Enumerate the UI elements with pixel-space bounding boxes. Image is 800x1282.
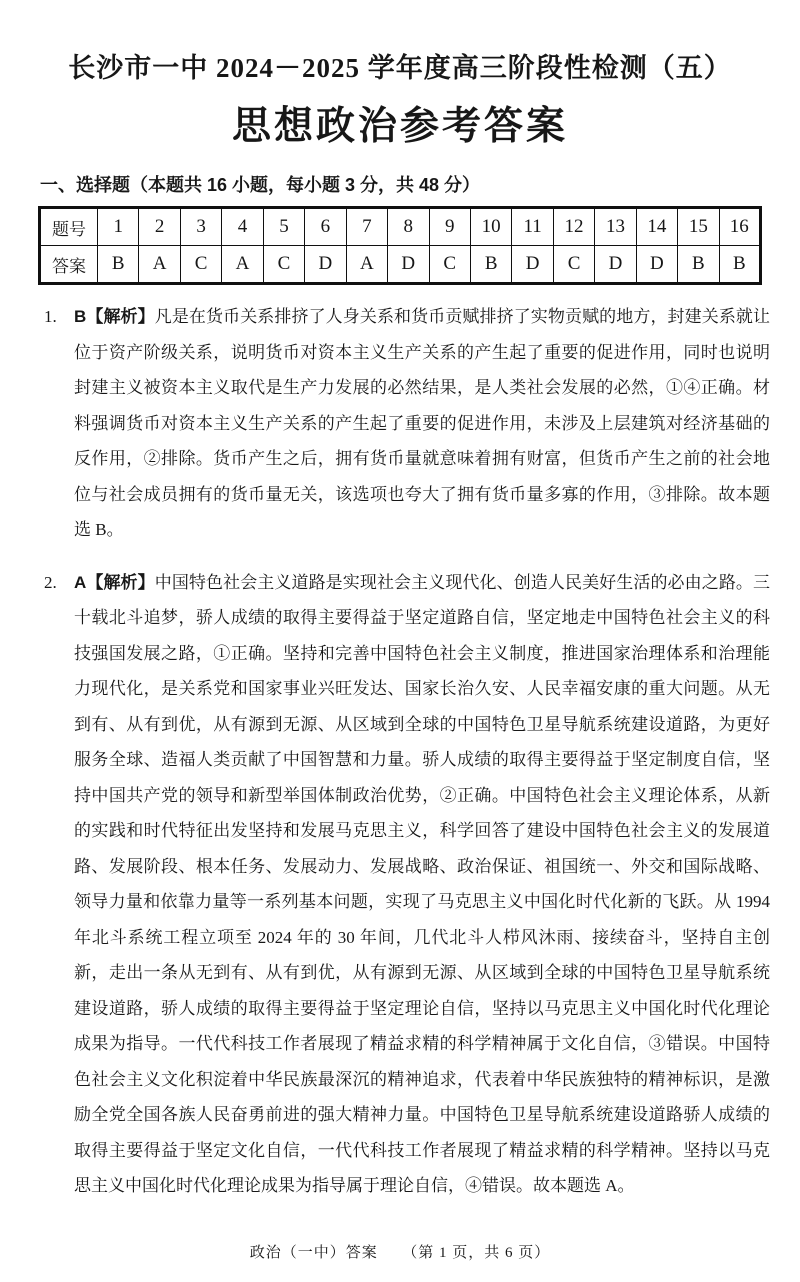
explanation-item-1 <box>44 299 771 548</box>
answer-cell: D <box>512 246 553 284</box>
question-number-cell: 10 <box>470 208 511 246</box>
question-number: 1. <box>44 307 57 326</box>
answer-cell: A <box>139 246 180 284</box>
question-number-cell: 9 <box>429 208 470 246</box>
page-subtitle: 思想政治参考答案 <box>231 105 568 148</box>
question-number-cell: 15 <box>678 208 719 246</box>
explanation-text: 中国特色社会主义道路是实现社会主义现代化、创造人民美好生活的必由之路。三十载北斗追梦，骄人成绩的取得主要得益于坚定道路自信，坚定地走中国特色社会主义的科技强国发展之路，①正确。坚持和完善中国特色社会主义制度，推进国家治理体系和治理能力现代化，是关系党和国家事业兴旺发达、国家长治久安、人民幸福安康的重大问题。从无到有、从有到优，从有源到无源、从区域到全球的中国特色卫星导航系统建设道路，为更好服务全球、造福人类贡献了中国智慧和力量。骄人成绩的取得主要得益于坚定制度自信，坚持中国共产党的领导和新型举国体制政治优势，②正确。中国特色社会主义理论体系，从新的实践和时代特征出发坚持和发展马克思主义，科学回答了建设中国特色社会主义的发展道路、发展阶段、根本任务、发展动力、发展战略、政治保证、祖国统一、外交和国际战略、领导力量和依靠力量等一系列基本问题，实现了马克思主义中国化时代化新的飞跃。从 1994 年北斗系统工程立项至 2024 年的 30 年间，几代北斗人栉风沐雨、接续奋斗，坚持自主创新，走出一条从无到有、从有到优，从有源到无源、从区域到全球的中国特色卫星导航系统建设道路，骄人成绩的取得主要得益于坚定理论自信，坚持以马克思主义中国化时代化理论成果为指导。一代代科技工作者展现了精益求精的科学精神属于文化自信，③错误。中国特色社会主义文化积淀着中华民族最深沉的精神追求，代表着中华民族独特的精神标识，是激励全党全国各族人民奋勇前进的强大精神力量。中国特色卫星导航系统建设道路骄人成绩的取得主要得益于坚定文化自信，一代代科技工作者展现了精益求精的科学精神。坚持以马克思主义中国化时代化理论成果为指导属于理论自信，④错误。故本题选 A。 <box>74 572 771 1195</box>
explanations-list <box>44 299 771 1204</box>
answer-cell: D <box>636 246 677 284</box>
answer-cell: A <box>346 246 387 284</box>
question-number-cell: 4 <box>222 208 263 246</box>
answer-cell: B <box>98 246 139 284</box>
explanation-text: 凡是在货币关系排挤了人身关系和货币贡赋排挤了实物贡赋的地方，封建关系就让位于资产阶级关系，说明货币对资本主义生产关系的产生起了重要的促进作用，同时也说明封建主义被资本主义取代是生产力发展的必然结果，是人类社会发展的必然，①④正确。材料强调货币对资本主义生产关系的产生起了重要的促进作用，未涉及上层建筑对经济基础的反作用，②排除。货币产生之后，拥有货币量就意味着拥有财富，但货币产生之前的社会地位与社会成员拥有的货币量无关，该选项也夸大了拥有货币量多寡的作用，③排除。故本题选 B。 <box>74 307 771 539</box>
answer-cell: D <box>388 246 429 284</box>
row-header-question-number: 题号 <box>40 208 98 246</box>
question-number-cell: 11 <box>512 208 553 246</box>
answer-cell: B <box>719 246 760 284</box>
answer-cell: B <box>470 246 511 284</box>
answer-cell: C <box>429 246 470 284</box>
section-heading: 一、选择题（本题共 16 小题，每小题 3 分，共 48 分） <box>40 175 481 195</box>
row-header-answer: 答案 <box>40 246 98 284</box>
answer-and-analysis-label: A【解析】 <box>74 572 155 592</box>
question-number-cell: 7 <box>346 208 387 246</box>
answer-table <box>38 206 762 285</box>
page-title: 长沙市一中 2024－2025 学年度高三阶段性检测（五） <box>68 53 732 83</box>
question-number-cell: 14 <box>636 208 677 246</box>
question-number-cell: 12 <box>553 208 594 246</box>
answer-cell: C <box>263 246 304 284</box>
question-number-cell: 13 <box>595 208 636 246</box>
answer-and-analysis-label: B【解析】 <box>74 307 155 326</box>
question-number-cell: 2 <box>139 208 180 246</box>
answer-row <box>40 246 761 284</box>
answer-cell: C <box>553 246 594 284</box>
answer-cell: C <box>180 246 221 284</box>
answer-cell: B <box>678 246 719 284</box>
answer-cell: D <box>595 246 636 284</box>
question-number-cell: 8 <box>388 208 429 246</box>
explanation-item-2 <box>44 565 771 1204</box>
question-number-cell: 1 <box>98 208 139 246</box>
question-number-cell: 3 <box>180 208 221 246</box>
answer-cell: D <box>305 246 346 284</box>
question-number-cell: 16 <box>719 208 760 246</box>
question-number-cell: 6 <box>305 208 346 246</box>
question-number-cell: 5 <box>263 208 304 246</box>
page-footer: 政治（一中）答案 （第 1 页，共 6 页） <box>249 1245 551 1261</box>
question-number: 2. <box>44 572 57 592</box>
answer-cell: A <box>222 246 263 284</box>
question-number-row <box>40 208 761 246</box>
